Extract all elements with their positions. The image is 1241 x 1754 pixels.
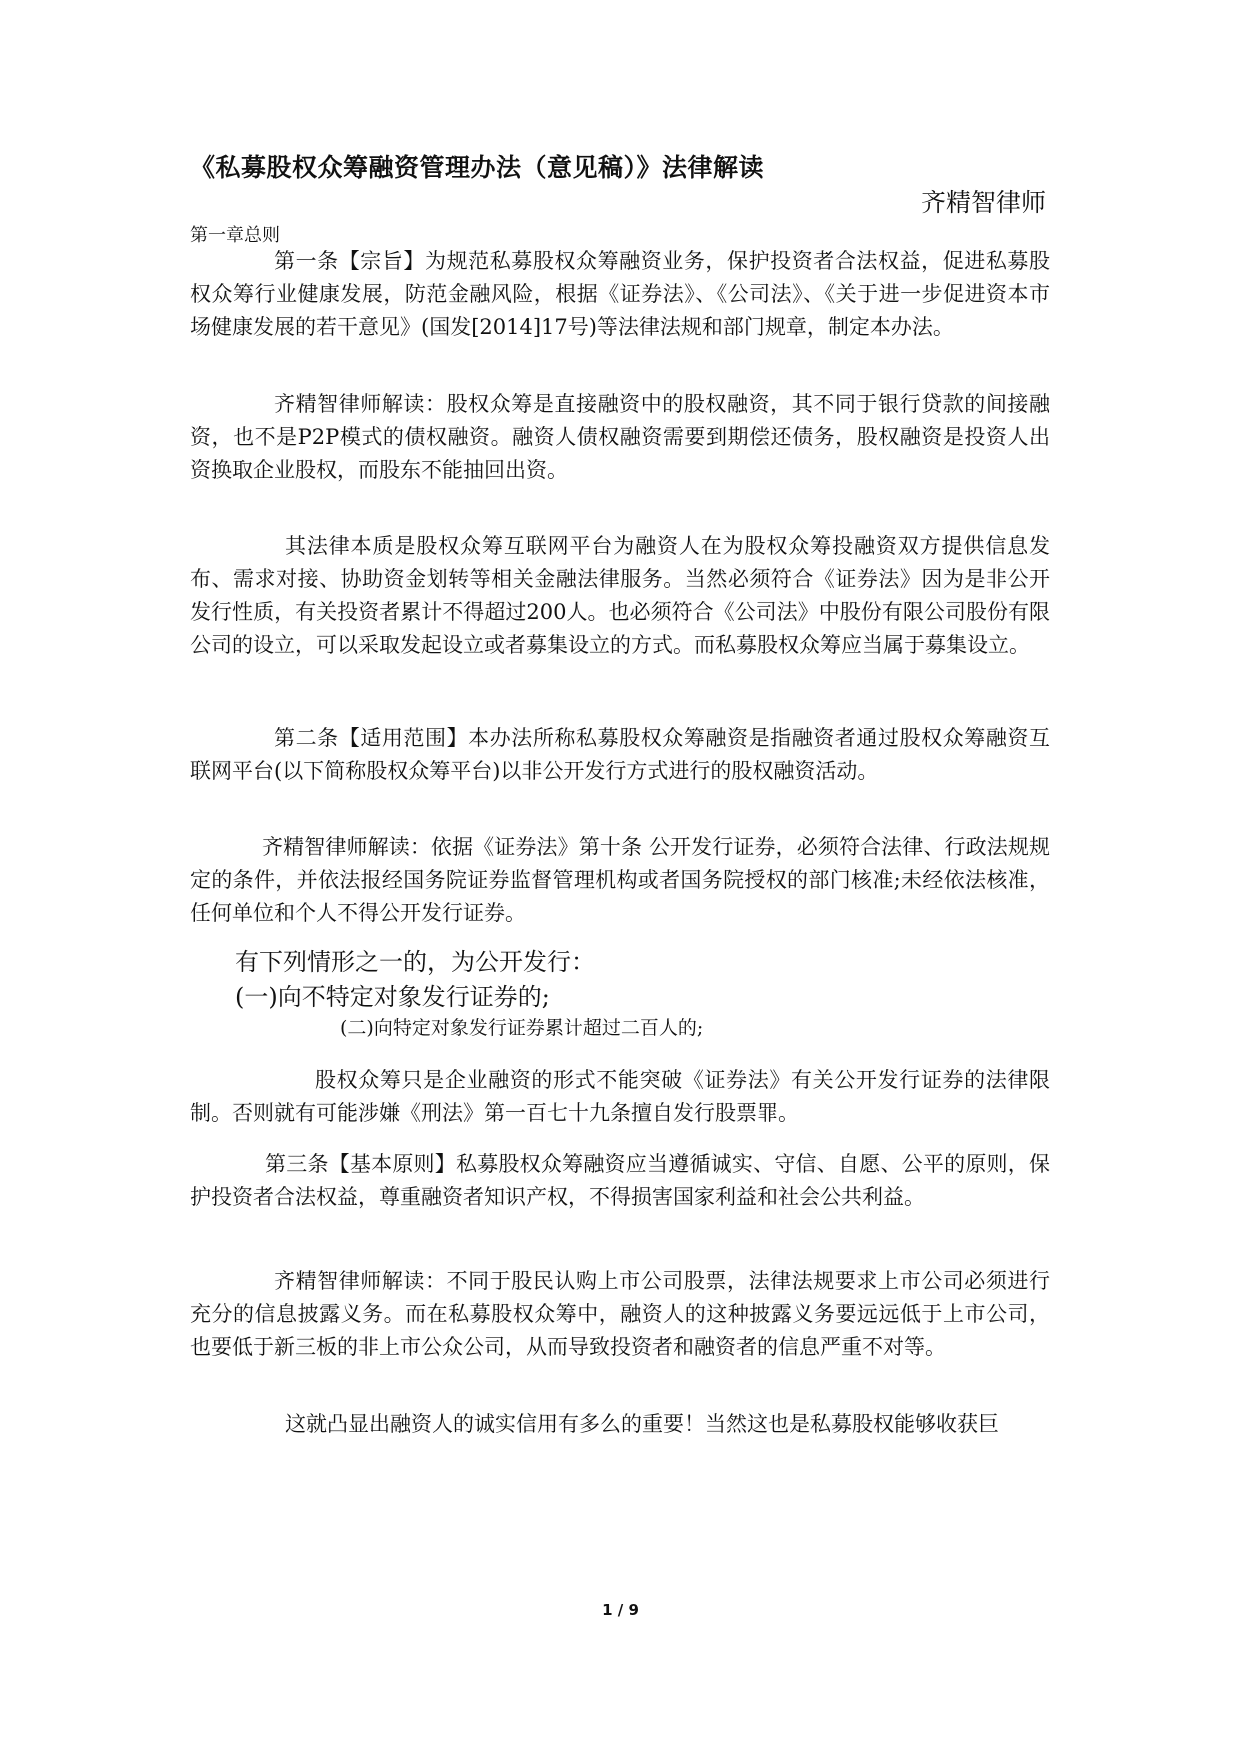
commentary-4-paragraph: 股权众筹只是企业融资的形式不能突破《证券法》有关公开发行证券的法律限制。否则就有可能涉嫌《刑法》第一百七十九条擅自发行股票罪。 (190, 1068, 1050, 1125)
article-3-paragraph: 第三条【基本原则】私募股权众筹融资应当遵循诚实、守信、自愿、公平的原则，保护投资者合法权益，尊重融资者知识产权，不得损害国家利益和社会公共利益。 (190, 1152, 1050, 1209)
document-title: 《私募股权众筹融资管理办法（意见稿）》法律解读 (190, 153, 765, 182)
commentary-5-paragraph: 齐精智律师解读：不同于股民认购上市公司股票，法律法规要求上市公司必须进行充分的信息披露义务。而在私募股权众筹中，融资人的这种披露义务要远远低于上市公司，也要低于新三板的非上市公众公司，从而导致投资者和融资者的信息严重不对等。 (190, 1269, 1050, 1359)
commentary-6-paragraph: 这就凸显出融资人的诚实信用有多么的重要！当然这也是私募股权能够收获巨 (285, 1412, 999, 1436)
list-intro-line: 有下列情形之一的，为公开发行： (235, 948, 595, 976)
list-item-1: (一)向不特定对象发行证券的; (235, 983, 550, 1011)
commentary-3-paragraph: 齐精智律师解读：依据《证券法》第十条 公开发行证券，必须符合法律、行政法规规定的条件，并依法报经国务院证券监督管理机构或者国务院授权的部门核准;未经依法核准，任何单位和个人不得公开发行证券。 (190, 835, 1050, 925)
article-2-paragraph: 第二条【适用范围】本办法所称私募股权众筹融资是指融资者通过股权众筹融资互联网平台(以下简称股权众筹平台)以非公开发行方式进行的股权融资活动。 (190, 726, 1050, 783)
article-1-paragraph: 第一条【宗旨】为规范私募股权众筹融资业务，保护投资者合法权益，促进私募股权众筹行业健康发展，防范金融风险，根据《证券法》、《公司法》、《关于进一步促进资本市场健康发展的若干意见》(国发[2014]17号)等法律法规和部门规章，制定本办法。 (190, 249, 1050, 339)
page-number: 1 / 9 (602, 1601, 639, 1619)
list-item-2: (二)向特定对象发行证券累计超过二百人的; (340, 1017, 704, 1039)
chapter-heading: 第一章总则 (190, 225, 280, 246)
author-name: 齐精智律师 (920, 188, 1046, 217)
commentary-2-paragraph: 其法律本质是股权众筹互联网平台为融资人在为股权众筹投融资双方提供信息发布、需求对接、协助资金划转等相关金融法律服务。当然必须符合《证券法》因为是非公开发行性质，有关投资者累计不得超过200人。也必须符合《公司法》中股份有限公司股份有限公司的设立，可以采取发起设立或者募集设立的方式。而私募股权众筹应当属于募集设立。 (190, 534, 1050, 657)
commentary-1-paragraph: 齐精智律师解读：股权众筹是直接融资中的股权融资，其不同于银行贷款的间接融资，也不是P2P模式的债权融资。融资人债权融资需要到期偿还债务，股权融资是投资人出资换取企业股权，而股东不能抽回出资。 (190, 392, 1050, 482)
